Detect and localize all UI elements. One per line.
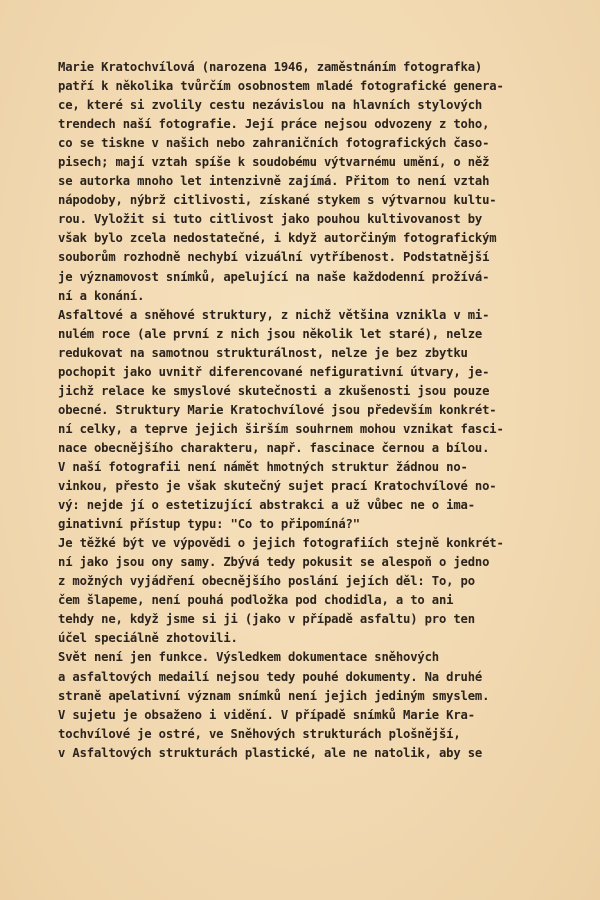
text-line: Asfaltové a sněhové struktury, z nichž většina vznikla v mi- (58, 307, 490, 322)
text-line: je významovost snímků, apelující na naše každodenní prožívá- (58, 269, 490, 284)
text-line: V sujetu je obsaženo i vidění. V případě snímků Marie Kra- (58, 707, 475, 722)
text-line: tehdy ne, když jsme si ji (jako v případě asfaltu) pro ten (58, 612, 475, 627)
text-line: Svět není jen funkce. Výsledkem dokumentace sněhových (58, 650, 439, 665)
text-line: ginativní přístup typu: "Co to připomíná?" (58, 517, 360, 532)
text-line: Je těžké být ve výpovědi o jejich fotografiích stejně konkrét- (58, 536, 504, 551)
text-line: pisech; mají vztah spíše k soudobému výtvarnému umění, o něž (58, 155, 490, 170)
text-line: pochopit jako uvnitř diferencované nefigurativní útvary, je- (58, 364, 490, 379)
text-line: a asfaltových medailí nejsou tedy pouhé dokumenty. Na druhé (58, 669, 483, 684)
text-line: jichž relace ke smyslové skutečnosti a zkušenosti jsou pouze (58, 383, 490, 398)
text-line: rou. Vyložit si tuto citlivost jako pouhou kultivovanost by (58, 212, 483, 227)
text-line: čem šlapeme, není pouhá podložka pod chodidla, a to ani (58, 593, 454, 608)
text-line: souborům rozhodně nechybí vizuální vytříbenost. Podstatnější (58, 250, 490, 265)
text-line: však bylo zcela nedostatečné, i když autorčiným fotografickým (58, 231, 497, 246)
text-line: ce, které si zvolily cestu nezávislou na hlavních stylových (58, 98, 483, 113)
text-line: straně apelativní význam snímků není jejich jediným smyslem. (58, 688, 490, 703)
text-line: patří k několika tvůrčím osobnostem mladé fotografické genera- (58, 79, 504, 94)
text-line: ní a konání. (58, 288, 145, 303)
text-line: vý: nejde jí o estetizující abstrakci a už vůbec ne o ima- (58, 498, 475, 513)
typewritten-text-block (58, 58, 578, 763)
text-line: účel speciálně zhotovili. (58, 631, 238, 646)
text-line: redukovat na samotnou strukturálnost, nelze je bez zbytku (58, 345, 468, 360)
text-line: ní celky, a teprve jejich širším souhrnem mohou vznikat fasci- (58, 421, 504, 436)
text-line: se autorka mnoho let intenzivně zajímá. Přitom to není vztah (58, 174, 490, 189)
text-line: trendech naší fotografie. Její práce nejsou odvozeny z toho, (58, 117, 490, 132)
text-line: nace obecnějšího charakteru, např. fascinace černou a bílou. (58, 440, 490, 455)
text-line: z možných vyjádření obecnějšího poslání jejích děl: To, po (58, 574, 475, 589)
text-line: tochvílové je ostré, ve Sněhových strukturách plošnější, (58, 726, 461, 741)
text-line: ní jako jsou ony samy. Zbývá tedy pokusit se alespoň o jedno (58, 555, 490, 570)
text-line: nulém roce (ale první z nich jsou několik let staré), nelze (58, 326, 483, 341)
text-line: nápodoby, nýbrž citlivosti, získané stykem s výtvarnou kultu- (58, 193, 497, 208)
text-line: co se tiskne v našich nebo zahraničních fotografických časo- (58, 136, 490, 151)
text-line: Marie Kratochvílová (narozena 1946, zaměstnáním fotografka) (58, 60, 483, 74)
text-line: vinkou, přesto je však skutečný sujet prací Kratochvílové no- (58, 479, 497, 494)
text-line: obecné. Struktury Marie Kratochvílové jsou především konkrét- (58, 402, 497, 417)
text-line: V naší fotografii není námět hmotných struktur žádnou no- (58, 459, 468, 474)
text-line: v Asfaltových strukturách plastické, ale ne natolik, aby se (58, 745, 483, 760)
